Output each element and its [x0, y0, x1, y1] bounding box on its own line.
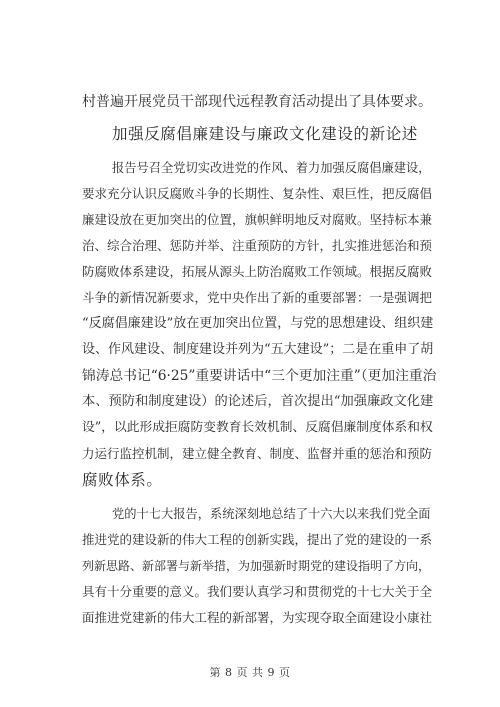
paragraph-line: 防腐败体系建设，拓展从源头上防治腐败工作领域。根据反腐败: [82, 264, 433, 279]
paragraph-line: “反腐倡廉建设”放在更加突出位置，与党的思想建设、组织建: [82, 316, 434, 331]
paragraph-line: 治、综合治理、惩防并举、注重预防的方针，扎实推进惩治和预: [82, 238, 433, 253]
paragraph-line: 列新思路、新部署与新举措，为加强新时期党的建设指明了方向，: [82, 559, 431, 573]
page-number: 第 8 页 共 9 页: [209, 666, 291, 679]
paragraph-line: 腐败体系。: [82, 471, 163, 489]
paragraph-line: 斗争的新情况新要求，党中央作出了新的重要部署：一是强调把: [82, 290, 433, 305]
paragraph-line: 廉建设放在更加突出的位置，旗帜鲜明地反对腐败。坚持标本兼: [82, 212, 433, 227]
section-heading: 加强反腐倡廉建设与廉政文化建设的新论述: [112, 125, 418, 143]
paragraph-line: 具有十分重要的意义。我们要认真学习和贯彻党的十七大关于全: [82, 584, 433, 599]
paragraph-line: 本、预防和制度建设）的论述后，首次提出“加强廉政文化建: [82, 394, 434, 409]
paragraph-line: 要求充分认识反腐败斗争的长期性、复杂性、艰巨性，把反腐倡: [82, 186, 433, 201]
paragraph-line: 设”，以此形成拒腐防变教育长效机制、反腐倡廉制度体系和权: [82, 420, 433, 435]
paragraph-line: 村普遍开展党员干部现代远程教育活动提出了具体要求。: [82, 94, 432, 110]
paragraph-line: 面推进党建新的伟大工程的新部署，为实现夺取全面建设小康社: [82, 610, 433, 625]
paragraph-line: 推进党的建设新的伟大工程的创新实践，提出了党的建设的一系: [82, 532, 433, 547]
paragraph-line: 党的十七大报告，系统深刻地总结了十六大以来我们党全面: [112, 507, 431, 521]
paragraph-line: 力运行监控机制，建立健全教育、制度、监督并重的惩治和预防: [82, 446, 433, 461]
paragraph-line: 锦涛总书记“6·25”重要讲话中“三个更加注重”（更加注重治: [82, 368, 437, 384]
paragraph-line: 报告号召全党切实改进党的作风、着力加强反腐倡廉建设，: [112, 161, 431, 175]
paragraph-line: 设、作风建设、制度建设并列为“五大建设”；二是在重申了胡: [82, 342, 434, 357]
